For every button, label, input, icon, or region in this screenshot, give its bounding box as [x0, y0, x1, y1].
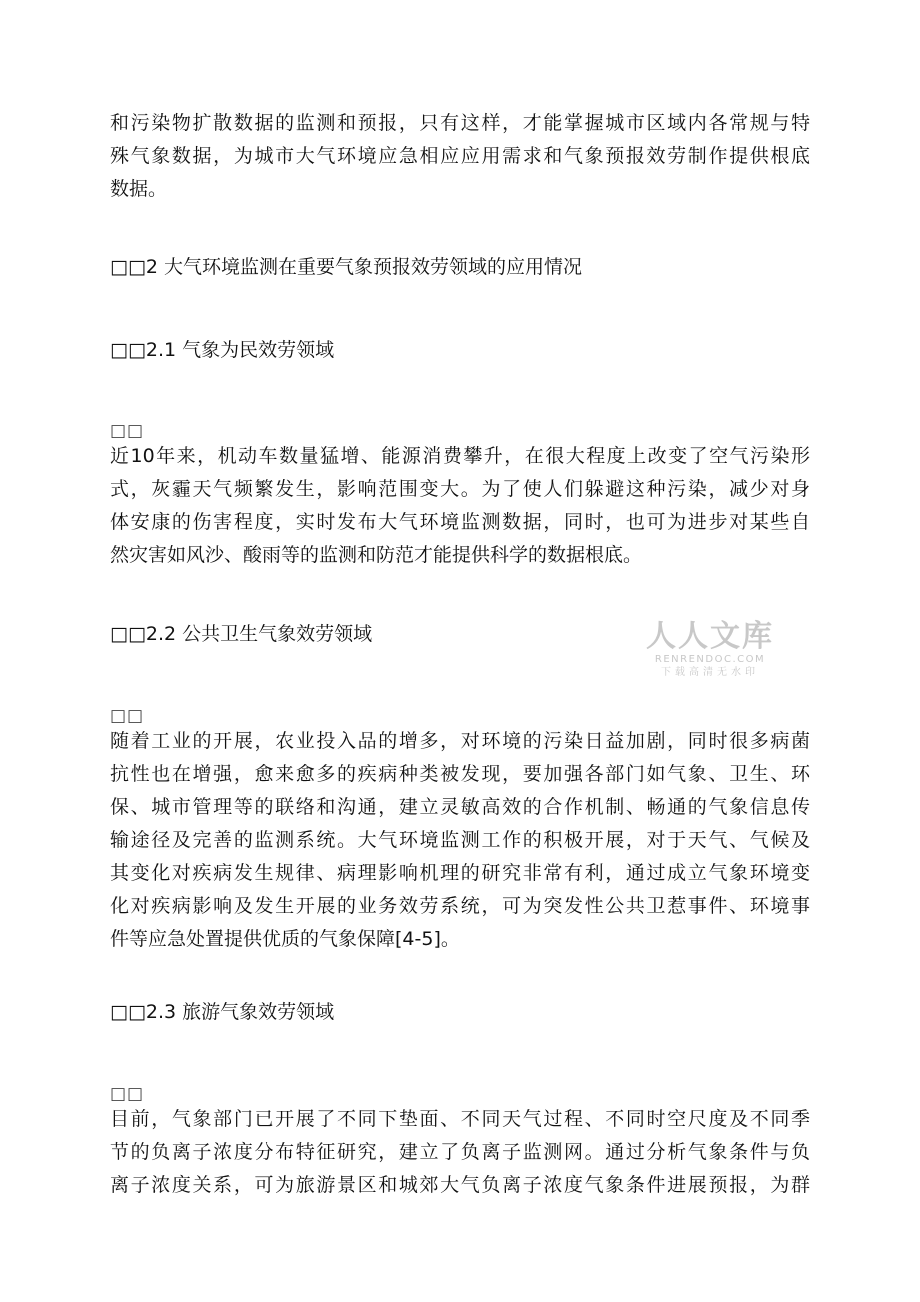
text-line: 目前，气象部门已开展了不同下垫面、不同天气过程、不同时空尺度及不同季: [110, 1108, 810, 1130]
watermark-subtitle: 下载高清无水印: [661, 667, 759, 678]
text-line: 节的负离子浓度分布特征研究，建立了负离子监测网。通过分析气象条件与负: [110, 1141, 810, 1163]
paragraph-2-3: [110, 1103, 810, 1202]
section-heading-2-1: □□2.1 气象为民效劳领域: [110, 339, 335, 361]
text-line: 保、城市管理等的联络和沟通，建立灵敏高效的合作机制、畅通的气象信息传: [110, 796, 810, 818]
text-line: 离子浓度关系，可为旅游景区和城郊大气负离子浓度气象条件进展预报，为群: [110, 1174, 810, 1196]
text-line: 体安康的伤害程度，实时发布大气环境监测数据，同时，也可为进步对某些自: [110, 511, 810, 533]
text-line: 件等应急处置提供优质的气象保障[4-5]。: [110, 928, 460, 950]
paragraph-2-1: [110, 440, 810, 572]
watermark-logo: [645, 620, 775, 680]
section-heading-2: □□2 大气环境监测在重要气象预报效劳领域的应用情况: [110, 256, 583, 278]
text-line: 然灾害如风沙、酸雨等的监测和防范才能提供科学的数据根底。: [110, 544, 643, 566]
placeholder-boxes: □□: [110, 706, 145, 726]
text-line: 随着工业的开展，农业投入品的增多，对环境的污染日益加剧，同时很多病菌: [110, 730, 810, 752]
watermark-url: RENRENDOC.COM: [654, 654, 766, 665]
section-heading-2-3: □□2.3 旅游气象效劳领域: [110, 1001, 335, 1023]
placeholder-boxes: □□: [110, 421, 145, 441]
paragraph-2-2: [110, 725, 810, 956]
placeholder-boxes: □□: [110, 1084, 145, 1104]
text-line: 输途径及完善的监测系统。大气环境监测工作的积极开展，对于天气、气候及: [110, 829, 810, 851]
text-line: 式，灰霾天气频繁发生，影响范围变大。为了使人们躲避这种污染，减少对身: [110, 478, 810, 500]
text-line: 近10年来，机动车数量猛增、能源消费攀升，在很大程度上改变了空气污染形: [110, 445, 810, 467]
text-line: 抗性也在增强，愈来愈多的疾病种类被发现，要加强各部门如气象、卫生、环: [110, 763, 810, 785]
watermark-title: 人人文库: [646, 619, 774, 654]
text-line: 殊气象数据，为城市大气环境应急相应应用需求和气象预报效劳制作提供根底: [110, 145, 810, 167]
text-line: 化对疾病影响及发生开展的业务效劳系统，可为突发性公共卫惹事件、环境事: [110, 895, 810, 917]
paragraph-intro: [110, 107, 810, 206]
section-heading-2-2: □□2.2 公共卫生气象效劳领域: [110, 623, 373, 645]
text-line: 数据。: [110, 178, 168, 200]
text-line: 其变化对疾病发生规律、病理影响机理的研究非常有利，通过成立气象环境变: [110, 862, 810, 884]
text-line: 和污染物扩散数据的监测和预报，只有这样，才能掌握城市区域内各常规与特: [110, 112, 810, 134]
